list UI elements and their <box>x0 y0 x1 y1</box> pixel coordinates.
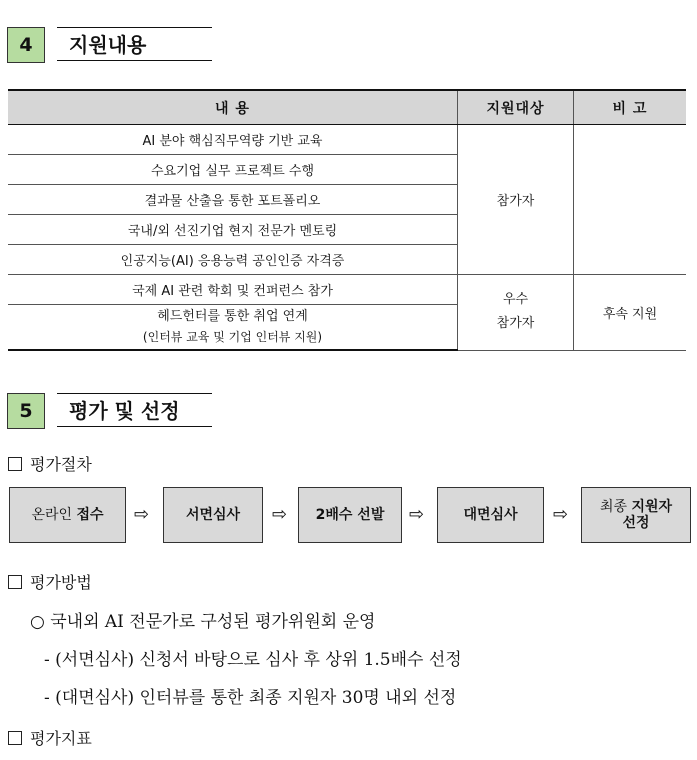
table-row <box>8 125 686 155</box>
support-table <box>8 89 686 351</box>
method-heading: 평가방법 <box>8 570 92 593</box>
right-arrow-icon: ⇨ <box>134 504 150 525</box>
content-cell: AI 분야 핵심직무역량 기반 교육 <box>8 125 458 155</box>
target-line: 참가자 <box>496 316 535 332</box>
flow-step-final-selection: 최종 지원자 선정 <box>581 487 691 543</box>
checkbox-square-icon <box>8 457 22 471</box>
flow-step-double-selection: 2배수 선발 <box>298 487 402 543</box>
table-header-row <box>8 90 686 125</box>
right-arrow-icon: ⇨ <box>272 504 288 525</box>
content-cell: 수요기업 실무 프로젝트 수행 <box>8 155 458 185</box>
method-dash-item: - (서면심사) 신청서 바탕으로 심사 후 상위 1.5배수 선정 <box>44 650 462 670</box>
flow-step-interview: 대면심사 <box>437 487 544 543</box>
content-main: 헤드헌터를 통한 취업 연계 <box>157 309 308 324</box>
header-note: 비 고 <box>574 90 687 125</box>
note-cell: 후속 지원 <box>574 275 687 351</box>
content-cell: 국내/외 선진기업 현지 전문가 멘토링 <box>8 215 458 245</box>
content-cell: 결과물 산출을 통한 포트폴리오 <box>8 185 458 215</box>
target-cell <box>458 275 574 351</box>
right-arrow-icon: ⇨ <box>553 504 569 525</box>
method-dash-item: - (대면심사) 인터뷰를 통한 최종 지원자 30명 내외 선정 <box>44 688 457 708</box>
method-bullet: ○ 국내외 AI 전문가로 구성된 평가위원회 운영 <box>30 612 376 632</box>
content-sub: (인터뷰 교육 및 기업 인터뷰 지원) <box>142 330 323 344</box>
section-title: 평가 및 선정 <box>57 393 212 427</box>
checkbox-square-icon <box>8 575 22 589</box>
content-cell: 인공지능(AI) 응용능력 공인인증 자격증 <box>8 245 458 275</box>
target-cell: 참가자 <box>458 125 574 275</box>
header-content: 내 용 <box>8 90 458 125</box>
indicator-heading: 평가지표 <box>8 726 92 749</box>
content-cell: 국제 AI 관련 학회 및 컨퍼런스 참가 <box>8 275 458 305</box>
header-target: 지원대상 <box>458 90 574 125</box>
section-title: 지원내용 <box>57 27 212 61</box>
checkbox-square-icon <box>8 731 22 745</box>
procedure-heading: 평가절차 <box>8 452 92 475</box>
target-line: 우수 <box>502 292 529 308</box>
table-row <box>8 275 686 305</box>
content-cell <box>8 305 458 351</box>
section-number: 4 <box>7 27 45 63</box>
flow-step-document-review: 서면심사 <box>163 487 263 543</box>
right-arrow-icon: ⇨ <box>409 504 425 525</box>
section-number: 5 <box>7 393 45 429</box>
flow-step-online-submission: 온라인 접수 <box>9 487 126 543</box>
note-cell <box>574 125 687 275</box>
